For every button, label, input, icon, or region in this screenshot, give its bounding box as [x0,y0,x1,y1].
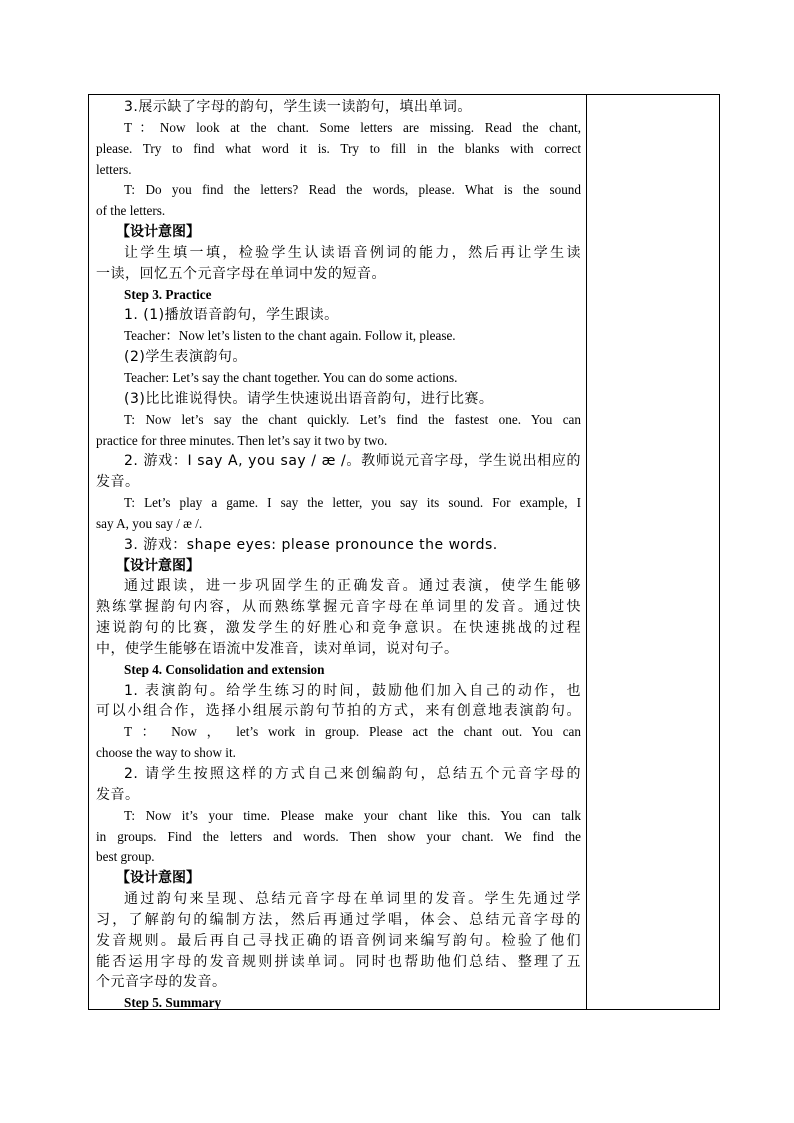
notes-cell [587,95,719,1009]
text-line: (2)学生表演韵句。 [124,349,247,366]
lesson-plan-table [88,94,720,1010]
text-line: practice for three minutes. Then let’s say it two by two. [96,432,388,448]
text-line: 2. 请学生按照这样的方式自己来创编韵句，总结五个元音字母的 [124,766,581,782]
text-line: letters. [96,161,132,177]
text-line: 1. (1)播放语音韵句，学生跟读。 [124,307,339,324]
lesson-content-cell [96,97,581,1014]
text-line: 发音规则。最后再自己寻找正确的语音例词来编写韵句。检验了他们 [96,932,581,949]
text-line: 个元音字母的发音。 [96,974,227,991]
text-line: Step 5. Summary [124,995,222,1011]
text-line: T ： Now ， let’s work in group. Please act the chant out. You can [124,724,581,740]
text-line: say A, you say / æ /. [96,515,203,531]
text-line: Teacher: Let’s say the chant together. You can do some actions. [124,369,458,385]
text-line: 习，了解韵句的编制方法，然后再通过学唱，体会、总结元音字母的 [96,911,581,928]
text-line: 【设计意图】 [116,557,200,574]
text-line: 3.展示缺了字母的韵句，学生读一读韵句，填出单词。 [124,99,472,115]
text-line: 能否运用字母的发音规则拼读单词。同时也帮助他们总结、整理了五 [96,953,581,970]
text-line: 2. 游戏：I say A, you say / æ /。教师说元音字母，学生说出相应的 [124,453,581,470]
text-line: 【设计意图】 [116,870,200,887]
text-line: 可以小组合作，选择小组展示韵句节拍的方式，来有创意地表演韵句。 [96,703,581,720]
text-line: 通过跟读，进一步巩固学生的正确发音。通过表演，使学生能够 [124,578,581,595]
text-line: 速说韵句的比赛，激发学生的好胜心和竞争意识。在快速挑战的过程 [96,620,581,637]
text-line: 中，使学生能够在语流中发准音，读对单词，说对句子。 [96,640,459,657]
text-line: 通过韵句来呈现、总结元音字母在单词里的发音。学生先通过学 [124,891,581,908]
text-line: Step 3. Practice [124,286,212,302]
text-line: 让学生填一填，检验学生认读语音例词的能力，然后再让学生读 [124,244,581,261]
text-line: 3. 游戏：shape eyes: please pronounce the words. [124,536,498,553]
text-line: 【设计意图】 [116,224,200,241]
text-line: T: Let’s play a game. I say the letter, you say its sound. For example, I [124,495,581,511]
text-line: T：Now look at the chant. Some letters are missing. Read the chant, [124,119,581,135]
text-line: 一读，回忆五个元音字母在单词中发的短音。 [96,265,386,282]
text-line: Step 4. Consolidation and extension [124,661,325,677]
text-line: please. Try to find what word it is. Try to fill in the blanks with correct [96,140,581,156]
text-line: T: Now it’s your time. Please make your chant like this. You can talk [124,807,581,823]
text-line: 发音。 [96,786,140,803]
text-line: choose the way to show it. [96,745,236,761]
text-line: best group. [96,849,155,865]
text-line: Teacher：Now let’s listen to the chant again. Follow it, please. [124,328,456,344]
text-line: 发音。 [96,474,140,491]
text-line: of the letters. [96,203,166,219]
text-line: 1. 表演韵句。给学生练习的时间，鼓励他们加入自己的动作，也 [124,682,581,699]
text-line: T: Now let’s say the chant quickly. Let’s find the fastest one. You can [124,411,581,427]
text-line: (3)比比谁说得快。请学生快速说出语音韵句，进行比赛。 [124,390,494,407]
text-line: 熟练掌握韵句内容，从而熟练掌握元音字母在单词里的发音。通过快 [96,599,581,616]
text-line: in groups. Find the letters and words. Then show your chant. We find the [96,828,581,844]
text-line: T: Do you find the letters? Read the words, please. What is the sound [124,182,581,198]
